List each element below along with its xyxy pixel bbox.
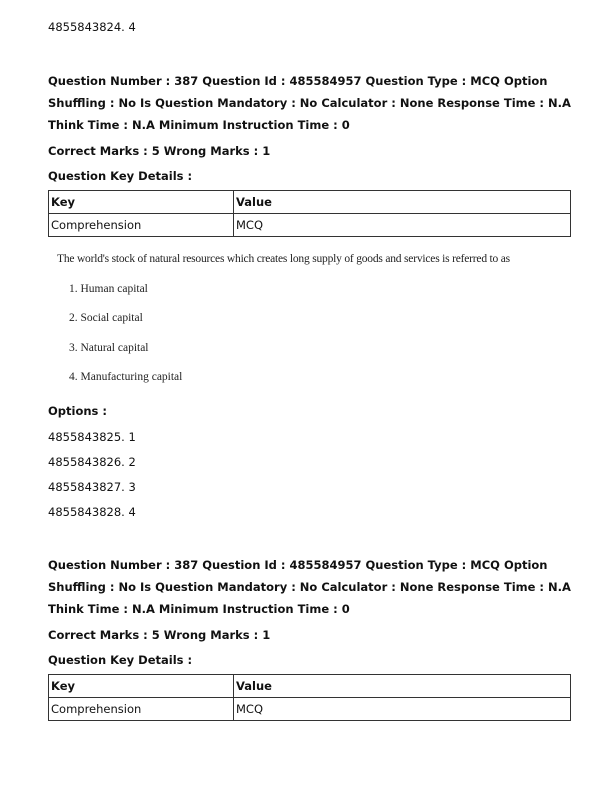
key-details-table [48, 674, 571, 721]
table-header-cell: Key [49, 191, 234, 214]
table-row [49, 698, 571, 721]
choice-item: 4. Manufacturing capital [69, 371, 183, 383]
option-line: 4855843825. 1 [48, 430, 136, 444]
key-details-table [48, 190, 571, 237]
table-header-row [49, 191, 571, 214]
key-details-label: Question Key Details : [48, 653, 193, 667]
choice-item: 2. Social capital [69, 312, 143, 324]
key-details-label: Question Key Details : [48, 169, 193, 183]
question-meta: Question Number : 387 Question Id : 485584957 Question Type : MCQ Option Shuffling : No Is Question Mandatory : No Calculator : None Response Time : N.A Think Time : N.A Minimum Instruction Time : 0 [48, 558, 571, 616]
table-header-row [49, 675, 571, 698]
marks-line: Correct Marks : 5 Wrong Marks : 1 [48, 628, 271, 642]
table-header-cell: Key [49, 675, 234, 698]
choice-item: 3. Natural capital [69, 342, 149, 354]
options-label: Options : [48, 404, 107, 418]
option-line: 4855843828. 4 [48, 505, 136, 519]
table-cell: MCQ [234, 214, 571, 237]
table-cell: Comprehension [49, 698, 234, 721]
table-row [49, 214, 571, 237]
table-header-cell: Value [234, 675, 571, 698]
table-cell: MCQ [234, 698, 571, 721]
marks-line: Correct Marks : 5 Wrong Marks : 1 [48, 144, 271, 158]
table-header-cell: Value [234, 191, 571, 214]
question-meta: Question Number : 387 Question Id : 485584957 Question Type : MCQ Option Shuffling : No Is Question Mandatory : No Calculator : None Response Time : N.A Think Time : N.A Minimum Instruction Time : 0 [48, 74, 571, 132]
option-line: 4855843826. 2 [48, 455, 136, 469]
choice-item: 1. Human capital [69, 283, 148, 295]
option-line: 4855843827. 3 [48, 480, 136, 494]
table-cell: Comprehension [49, 214, 234, 237]
option-line: 4855843824. 4 [48, 20, 136, 34]
question-text: The world's stock of natural resources which creates long supply of goods and services is referred to as [57, 253, 510, 265]
